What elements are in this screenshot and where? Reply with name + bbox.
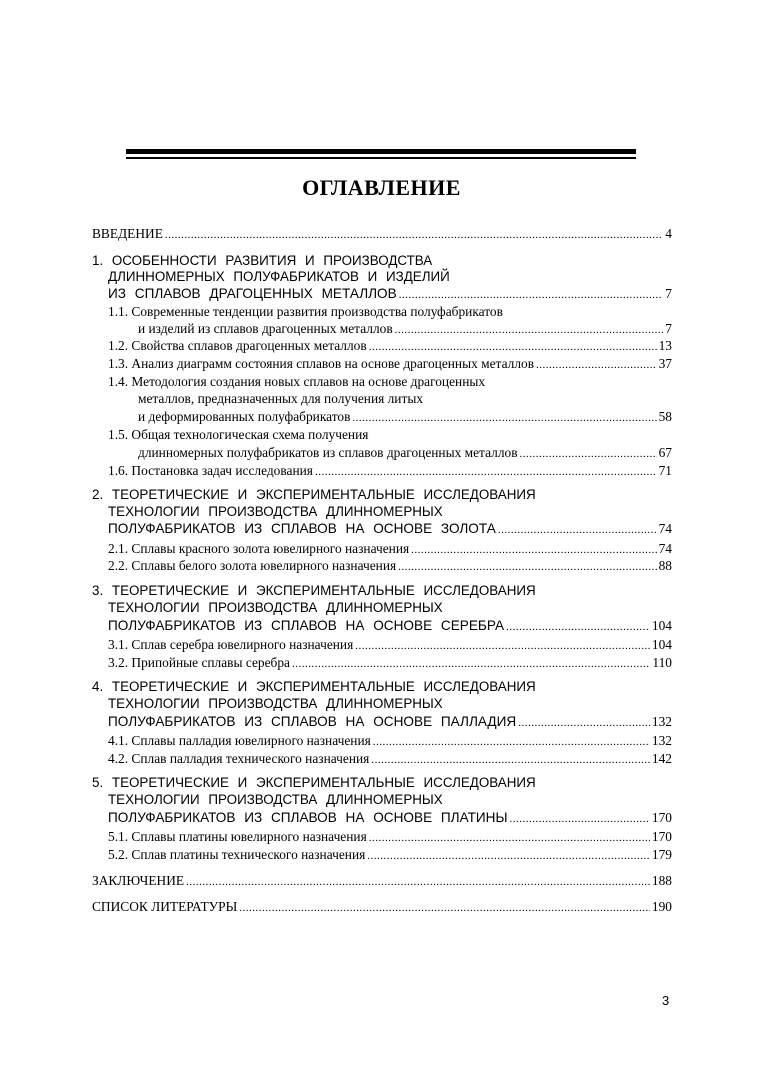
dot-leader (506, 619, 650, 636)
toc-entry-references[interactable]: СПИСОК ЛИТЕРАТУРЫ ..... 190 (92, 898, 672, 915)
toc-section-1-2[interactable]: 1.2. Свойства сплавов драгоценных металлов ..... 13 (108, 337, 672, 354)
toc-chapter-2-line-1[interactable]: 2. ТЕОРЕТИЧЕСКИЕ И ЭКСПЕРИМЕНТАЛЬНЫЕ ИССЛЕДОВАНИЯ (92, 487, 536, 502)
toc-section-2-1[interactable]: 2.1. Сплавы красного золота ювелирного назначения ..... 74 (108, 540, 672, 557)
toc-section-1-4-line-1[interactable]: 1.4. Методология создания новых сплавов на основе драгоценных (108, 374, 486, 389)
toc-section-2-2[interactable]: 2.2. Сплавы белого золота ювелирного назначения ..... 88 (108, 557, 672, 574)
toc-section-3-1[interactable]: 3.1. Сплав серебра ювелирного назначения ..... 104 (108, 636, 672, 653)
toc-section-1-6[interactable]: 1.6. Постановка задач исследования ..... 71 (108, 462, 672, 479)
dot-leader (371, 752, 650, 769)
dot-leader (355, 638, 650, 655)
toc-chapter-3-line-1[interactable]: 3. ТЕОРЕТИЧЕСКИЕ И ЭКСПЕРИМЕНТАЛЬНЫЕ ИССЛЕДОВАНИЯ (92, 583, 536, 598)
header-rule-thin (126, 157, 636, 159)
toc-section-5-2[interactable]: 5.2. Сплав платины технического назначения ..... 179 (108, 846, 672, 863)
dot-leader (315, 464, 657, 481)
toc-section-1-4-line-2[interactable]: металлов, предназначенных для получения литых (138, 391, 424, 406)
page-title: ОГЛАВЛЕНИЕ (302, 175, 461, 200)
header-rule-thick (126, 149, 636, 154)
toc-chapter-1-line-1[interactable]: 1. ОСОБЕННОСТИ РАЗВИТИЯ И ПРОИЗВОДСТВА (92, 253, 433, 268)
dot-leader (165, 227, 663, 244)
dot-leader (239, 900, 650, 917)
dot-leader (398, 559, 656, 576)
toc-chapter-3-line-2[interactable]: ТЕХНОЛОГИИ ПРОИЗВОДСТВА ДЛИННОМЕРНЫХ (108, 600, 443, 615)
dot-leader (510, 811, 650, 828)
toc-section-1-5-line-1[interactable]: 1.5. Общая технологическая схема получения (108, 427, 369, 442)
toc-chapter-3[interactable]: ПОЛУФАБРИКАТОВ ИЗ СПЛАВОВ НА ОСНОВЕ СЕРЕБРА ..... 104 (108, 617, 672, 634)
toc-entry-conclusion[interactable]: ЗАКЛЮЧЕНИЕ ..... 188 (92, 872, 672, 889)
dot-leader (520, 446, 657, 463)
dot-leader (373, 734, 650, 751)
toc-chapter-5[interactable]: ПОЛУФАБРИКАТОВ ИЗ СПЛАВОВ НА ОСНОВЕ ПЛАТИНЫ ..... 170 (108, 809, 672, 826)
dot-leader (292, 656, 650, 673)
toc-section-1-5[interactable]: длинномерных полуфабрикатов из сплавов драгоценных металлов ..... 67 (138, 444, 672, 461)
toc-chapter-4-line-2[interactable]: ТЕХНОЛОГИИ ПРОИЗВОДСТВА ДЛИННОМЕРНЫХ (108, 696, 443, 711)
toc-section-5-1[interactable]: 5.1. Сплавы платины ювелирного назначения ..... 170 (108, 828, 672, 845)
page-number: 3 (662, 993, 670, 1008)
dot-leader (536, 357, 657, 374)
toc-chapter-4-line-1[interactable]: 4. ТЕОРЕТИЧЕСКИЕ И ЭКСПЕРИМЕНТАЛЬНЫЕ ИССЛЕДОВАНИЯ (92, 679, 536, 694)
dot-leader (498, 522, 657, 539)
toc-chapter-5-line-2[interactable]: ТЕХНОЛОГИИ ПРОИЗВОДСТВА ДЛИННОМЕРНЫХ (108, 792, 443, 807)
toc-section-3-2[interactable]: 3.2. Припойные сплавы серебра ..... 110 (108, 654, 672, 671)
toc-section-1-4[interactable]: и деформированных полуфабрикатов ..... 58 (138, 408, 672, 425)
dot-leader (186, 874, 650, 891)
toc-chapter-4[interactable]: ПОЛУФАБРИКАТОВ ИЗ СПЛАВОВ НА ОСНОВЕ ПАЛЛАДИЯ ..... 132 (108, 713, 672, 730)
toc-section-1-3[interactable]: 1.3. Анализ диаграмм состояния сплавов на основе драгоценных металлов ..... 37 (108, 355, 672, 372)
dot-leader (518, 715, 650, 732)
toc-entry-intro[interactable]: ВВЕДЕНИЕ ..... 4 (92, 225, 672, 242)
toc-section-4-2[interactable]: 4.2. Сплав палладия технического назначения ..... 142 (108, 750, 672, 767)
toc-section-4-1[interactable]: 4.1. Сплавы палладия ювелирного назначения ..... 132 (108, 732, 672, 749)
toc-chapter-1-line-2[interactable]: ДЛИННОМЕРНЫХ ПОЛУФАБРИКАТОВ И ИЗДЕЛИЙ (108, 269, 450, 284)
toc-chapter-1[interactable]: ИЗ СПЛАВОВ ДРАГОЦЕННЫХ МЕТАЛЛОВ ..... 7 (108, 285, 672, 302)
dot-leader (352, 410, 656, 427)
toc-chapter-5-line-1[interactable]: 5. ТЕОРЕТИЧЕСКИЕ И ЭКСПЕРИМЕНТАЛЬНЫЕ ИССЛЕДОВАНИЯ (92, 775, 536, 790)
dot-leader (369, 339, 657, 356)
dot-leader (367, 848, 650, 865)
toc-section-1-1[interactable]: и изделий из сплавов драгоценных металлов ..... 7 (138, 320, 672, 337)
toc-section-1-1-line-1[interactable]: 1.1. Современные тенденции развития производства полуфабрикатов (108, 304, 503, 319)
dot-leader (399, 287, 664, 304)
toc-chapter-2-line-2[interactable]: ТЕХНОЛОГИИ ПРОИЗВОДСТВА ДЛИННОМЕРНЫХ (108, 504, 443, 519)
toc-chapter-2[interactable]: ПОЛУФАБРИКАТОВ ИЗ СПЛАВОВ НА ОСНОВЕ ЗОЛОТА ..... 74 (108, 520, 672, 537)
dot-leader (369, 830, 650, 847)
